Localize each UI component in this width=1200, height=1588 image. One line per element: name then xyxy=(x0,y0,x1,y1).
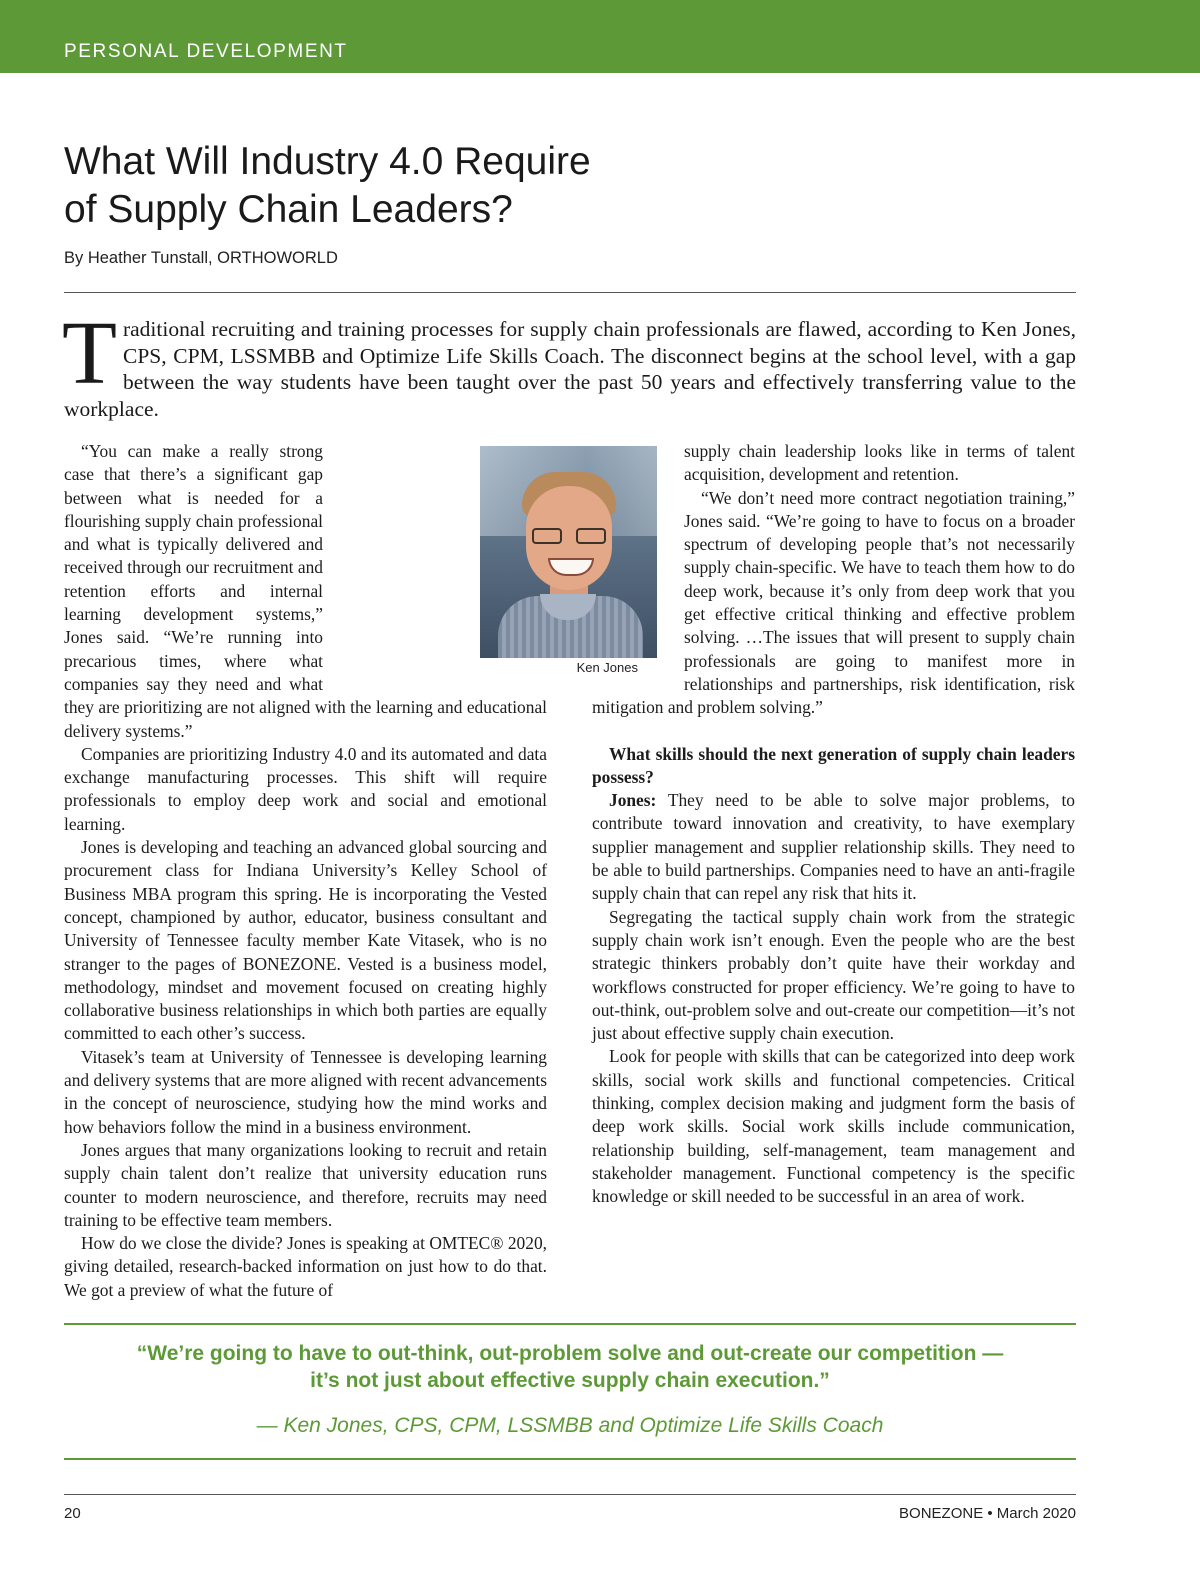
section-banner xyxy=(0,0,1200,73)
section-label: PERSONAL DEVELOPMENT xyxy=(64,41,348,62)
answer-speaker: Jones: xyxy=(609,790,657,811)
body-paragraph: Jones is developing and teaching an advanced global sourcing and procurement class for Indiana University’s Kelley School of Business MBA program this spring. He is incorporating the Vested concept, championed by author, educator, business consultant and University of Tennessee faculty member Kate Vitasek, who is no stranger to the pages of BONEZONE. Vested is a business model, methodology, mindset and movement focused on creating highly collaborative business relationships in which both parties are equally committed to each other’s success. xyxy=(64,837,547,1044)
body-paragraph: Segregating the tactical supply chain work from the strategic supply chain work isn’t enough. Even the people who are the best strategic thinkers probably don’t quite have their workday and workflows constructed for proper efficiency. We’re going to have to out-think, out-problem solve and out-create our competition—it’s not just about effective supply chain execution. xyxy=(592,906,1075,1044)
left-column xyxy=(64,440,547,1302)
body-paragraph: supply chain leadership looks like in terms of talent acquisition, development and retention. xyxy=(684,441,1075,485)
pull-quote-line-1: “We’re going to have to out-think, out-problem solve and out-create our competition — xyxy=(136,1342,1004,1365)
photo-caption: Ken Jones xyxy=(576,660,638,675)
portrait-figure xyxy=(480,446,660,676)
magazine-issue: BONEZONE • March 2020 xyxy=(899,1505,1076,1522)
byline: By Heather Tunstall, ORTHOWORLD xyxy=(64,249,338,267)
portrait-photo xyxy=(480,446,657,658)
title-divider xyxy=(64,292,1076,293)
page-number: 20 xyxy=(64,1505,81,1522)
drop-cap: T xyxy=(62,304,117,403)
title-line-2: of Supply Chain Leaders? xyxy=(64,188,513,231)
body-paragraph: “You can make a really strong case that there’s a significant gap between what is needed for a flourishing supply chain professional and what is typically delivered and received through our recruitment and retention efforts and internal learning development systems,” Jones said. “We’re running into precarious times, where what companies say they need and what they are prioritizing are not aligned with the learning and educational delivery systems.” xyxy=(64,441,547,741)
lead-text: raditional recruiting and training processes for supply chain professionals are flawed, according to Ken Jones, CPS, CPM, LSSMBB and Optimize Life Skills Coach. The disconnect begins at the school level, with a gap between the way students have been taught over the past 50 years and effectively transferring value to the workplace. xyxy=(64,317,1076,421)
pull-quote-top-rule xyxy=(64,1323,1076,1325)
pull-quote-bottom-rule xyxy=(64,1458,1076,1460)
footer-rule xyxy=(64,1494,1076,1495)
body-paragraph: Look for people with skills that can be categorized into deep work skills, social work skills and functional competencies. Critical thinking, complex decision making and judgment form the basis of deep work skills. Social work skills include communication, relationship building, self-management, team management and stakeholder management. Functional competency is the specific knowledge or skill needed to be successful in an area of work. xyxy=(592,1046,1075,1207)
answer-text: They need to be able to solve major problems, to contribute toward innovation and creativity, to have exemplary supplier management and supplier relationship skills. They need to be able to build partnerships. Companies need to have an anti-fragile supply chain that can repel any risk that hits it. xyxy=(592,790,1075,904)
article-title xyxy=(64,138,824,234)
pull-quote xyxy=(64,1340,1076,1394)
interview-answer xyxy=(592,789,1075,905)
body-paragraph: Companies are prioritizing Industry 4.0 and its automated and data exchange manufacturing processes. This shift will require professionals to employ deep work and social and emotional learning. xyxy=(64,743,547,834)
interview-question: What skills should the next generation of supply chain leaders possess? xyxy=(592,743,1075,787)
body-paragraph: How do we close the divide? Jones is speaking at OMTEC® 2020, giving detailed, research-backed information on just how to do that. We got a preview of what the future of xyxy=(64,1233,547,1300)
right-column xyxy=(592,440,1075,1209)
body-paragraph: Jones argues that many organizations looking to recruit and retain supply chain talent don’t realize that university education runs counter to modern neuroscience, and therefore, recruits may need training to be effective team members. xyxy=(64,1139,547,1230)
pull-quote-line-2: it’s not just about effective supply chain execution.” xyxy=(310,1369,830,1392)
pull-quote-attribution: — Ken Jones, CPS, CPM, LSSMBB and Optimize Life Skills Coach xyxy=(256,1414,884,1437)
lead-paragraph xyxy=(62,304,1076,422)
title-line-1: What Will Industry 4.0 Require xyxy=(64,140,591,183)
body-paragraph: “We don’t need more contract negotiation training,” Jones said. “We’re going to have to focus on a broader spectrum of developing people that’s not necessarily supply chain-specific. We have to teach them how to do deep work, because it’s only from deep work that you get effective critical thinking and effective problem solving. …The issues that will present to supply chain professionals are going to manifest more in relationships and partnerships, risk identification, risk mitigation and problem solving.” xyxy=(592,487,1075,718)
body-paragraph: Vitasek’s team at University of Tennessee is developing learning and delivery systems that are more aligned with recent advancements in the concept of neuroscience, studying how the mind works and how behaviors follow the mind in a business environment. xyxy=(64,1046,547,1137)
